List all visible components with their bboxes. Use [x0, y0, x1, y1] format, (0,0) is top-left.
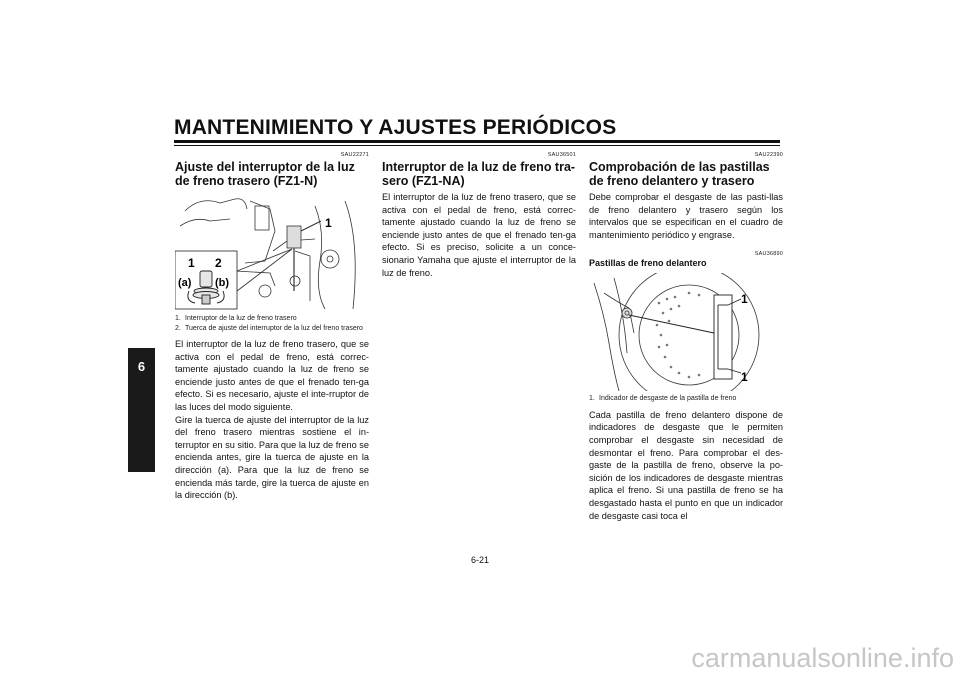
section-code: SAU22390 [754, 152, 783, 158]
paragraph: El interruptor de la luz de freno trasero, que se activa con el pedal de freno, está correc-tamente ajustado cuando la luz de freno se enciende justo antes de que el frenado ten-ga efecto. Si es preciso, solicite a un conce-sionario Yamaha que ajuste el interruptor de la luz de freno. [382, 192, 576, 278]
title-rule-thin [174, 145, 780, 146]
inset-label-2: 2 [215, 256, 222, 270]
paragraph: Debe comprobar el desgaste de las pasti-llas de freno delantero y trasero según los intervalos que se especifican en el cuadro de mantenimiento periódico y engrase. [589, 192, 783, 240]
page-title: MANTENIMIENTO Y AJUSTES PERIÓDICOS [174, 116, 617, 139]
section-code: SAU22271 [340, 152, 369, 158]
section-heading: Comprobación de las pastillas de freno delantero y trasero [589, 160, 770, 188]
caption-item: 1. Interruptor de la luz de freno trasero [175, 315, 297, 322]
callout-label-top: 1 [741, 292, 748, 307]
paragraph: Cada pastilla de freno delantero dispone de indicadores de desgaste que le permiten comprobar el desgaste sin necesidad de desmontar el freno. Para comprobar el des-gaste de la pastilla de freno, observe la po-sición de los indicadores de desgaste mientras aplica el freno. Si una pastilla de freno se ha desgastado hasta el punto en que un indicador de desgaste casi toca el [589, 409, 783, 521]
callout-label-1: 1 [325, 216, 332, 230]
brake-pad-illustration [589, 273, 783, 391]
brake-switch-drawing [175, 191, 369, 311]
figure-caption [175, 314, 369, 333]
caption-item: 2. Tuerca de ajuste del interruptor de la luz del freno trasero [175, 324, 363, 332]
chapter-tab: 6 [128, 348, 155, 472]
title-rule [174, 140, 780, 143]
inset-label-1: 1 [188, 256, 195, 270]
section-code: SAU36501 [547, 152, 576, 158]
page-number: 6-21 [470, 555, 489, 565]
column-rear-brake-switch-na [382, 152, 576, 279]
brake-switch-illustration [175, 191, 369, 311]
watermark: carmanualsonline.info [691, 643, 954, 673]
callout-label-bottom: 1 [741, 370, 748, 385]
paragraph: Gire la tuerca de ajuste del interruptor de la luz del freno trasero mientras sostiene el in-terruptor en su sitio. Para que la luz de freno se encienda antes, gire la tuerca de ajuste en la dirección (a). Para que la luz de freno se encienda más tarde, gire la tuerca de ajuste en la dirección (b). [175, 414, 369, 501]
subsection-code: SAU36890 [754, 251, 783, 258]
inset-label-a: (a) [178, 277, 192, 289]
subsection-heading: Pastillas de freno delantero [589, 258, 707, 269]
column-rear-brake-switch [175, 152, 369, 502]
paragraph: El interruptor de la luz de freno trasero, que se activa con el pedal de freno, está correc-tamente ajustado cuando la luz de freno se enciende justo antes de que el frenado ten-ga efecto. Si es necesario, ajuste el inte-rruptor de las luces del modo siguiente. [175, 339, 369, 412]
caption-item: 1. Indicador de desgaste de la pastilla de freno [589, 395, 737, 403]
column-brake-pads [589, 152, 783, 522]
brake-pad-drawing [589, 273, 783, 391]
inset-label-b: (b) [215, 277, 230, 289]
section-heading: Ajuste del interruptor de la luz de freno trasero (FZ1-N) [175, 160, 355, 188]
figure-caption [589, 394, 783, 404]
section-heading: Interruptor de la luz de freno tra-sero (FZ1-NA) [382, 160, 576, 188]
